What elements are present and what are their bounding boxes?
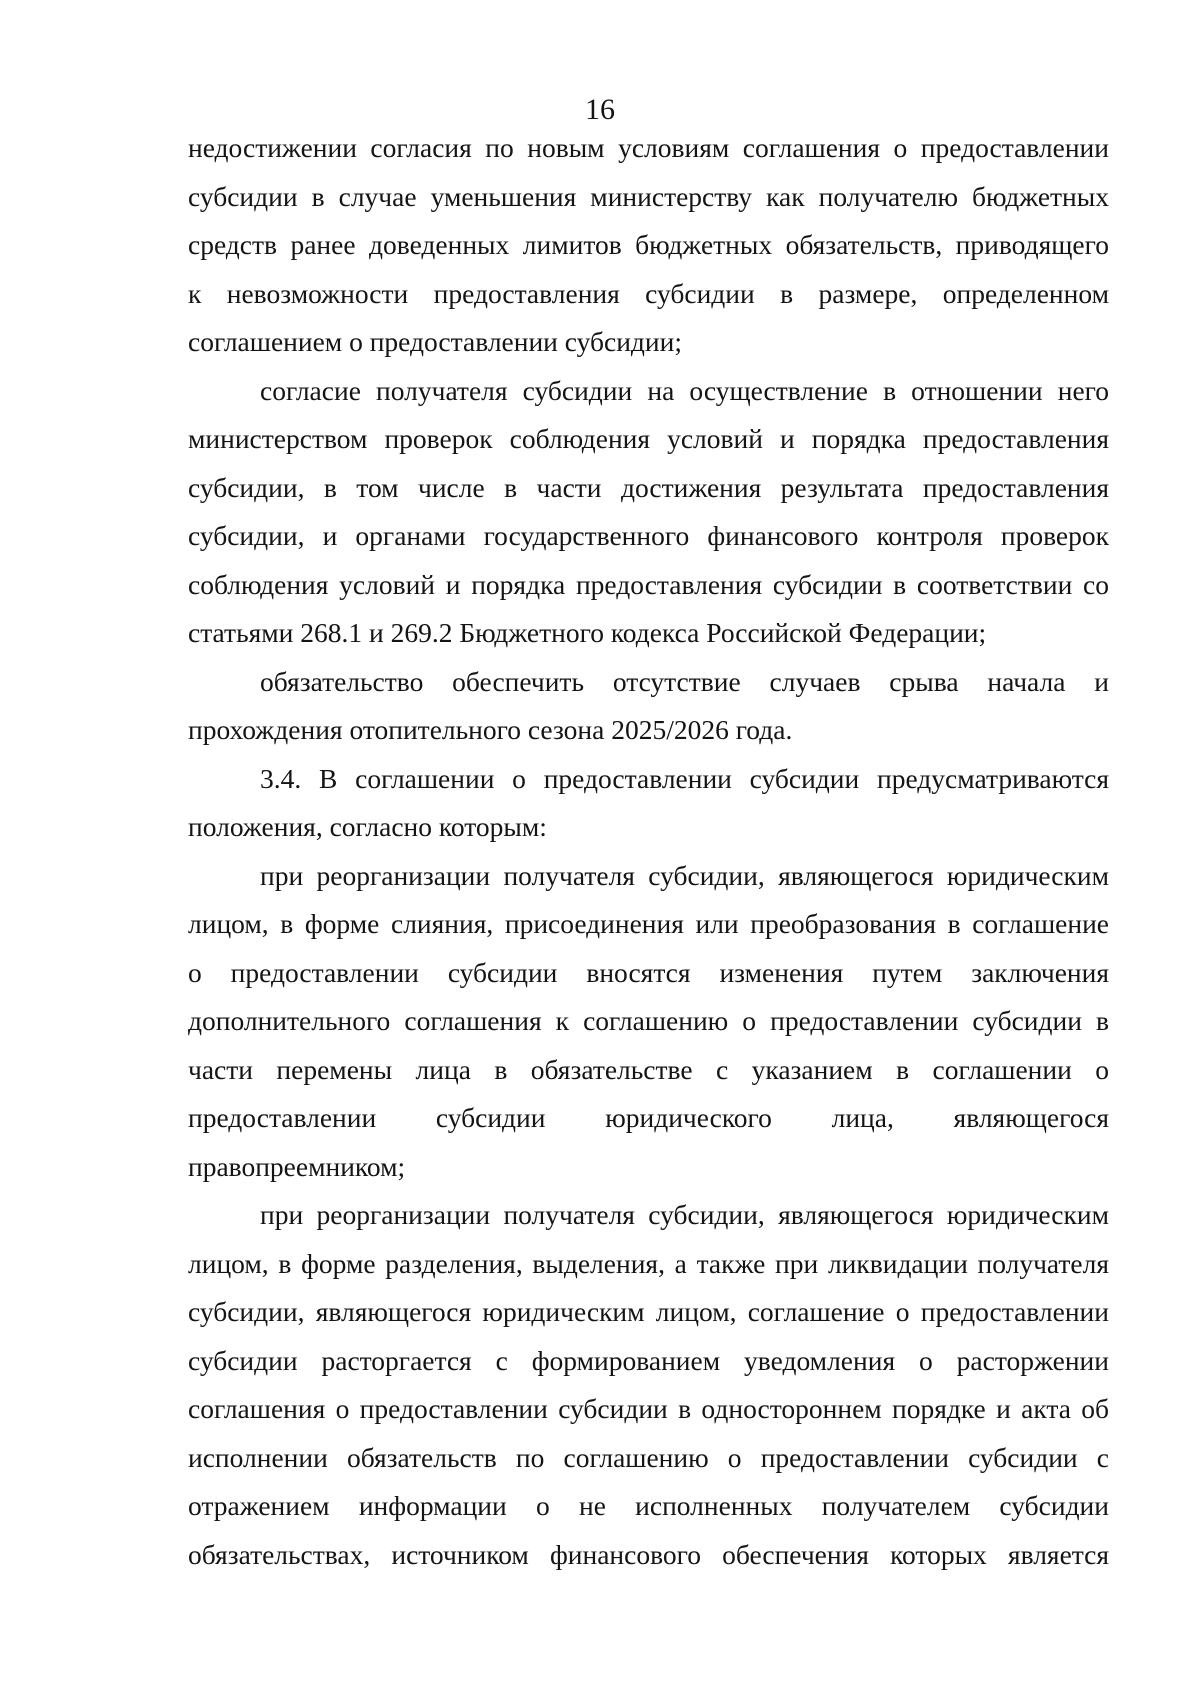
text-line: лицом, в форме разделения, выделения, а также при ликвидации получателя — [188, 1247, 1109, 1279]
text-line: дополнительного соглашения к соглашению о предоставлении субсидии в — [188, 1005, 1109, 1036]
text-line: субсидии в случае уменьшения министерству как получателю бюджетных — [188, 180, 1109, 212]
text-line: статьями 268.1 и 269.2 Бюджетного кодекса Российской Федерации; — [188, 617, 987, 648]
paragraph — [188, 124, 1109, 367]
paragraph — [188, 367, 1109, 658]
document-body — [188, 124, 1109, 1579]
paragraph — [188, 658, 1109, 755]
text-line: соглашения о предоставлении субсидии в одностороннем порядке и акта об — [188, 1393, 1109, 1424]
text-line: средств ранее доведенных лимитов бюджетных обязательств, приводящего — [188, 229, 1109, 260]
text-line: исполнении обязательств по соглашению о предоставлении субсидии с — [188, 1441, 1109, 1473]
text-line: субсидии расторгается с формированием уведомления о расторжении — [188, 1344, 1109, 1376]
text-line: лицом, в форме слияния, присоединения или преобразования в соглашение — [188, 908, 1109, 939]
page-number: 16 — [585, 93, 615, 126]
text-line: предоставлении субсидии юридического лица, являющегося — [188, 1102, 1109, 1133]
text-line: положения, согласно которым: — [188, 811, 547, 842]
text-line: недостижении согласия по новым условиям соглашения о предоставлении — [188, 132, 1109, 163]
text-line: обязательство обеспечить отсутствие случаев срыва начала и — [260, 665, 1109, 697]
text-line: части перемены лица в обязательстве с указанием в соглашении о — [188, 1053, 1109, 1085]
text-line: правопреемником; — [188, 1150, 406, 1182]
text-line: 3.4. В соглашении о предоставлении субсидии предусматриваются — [260, 762, 1109, 794]
text-line: отражением информации о не исполненных получателем субсидии — [188, 1490, 1109, 1521]
text-line: о предоставлении субсидии вносятся изменения путем заключения — [188, 956, 1109, 988]
text-line: соблюдения условий и порядка предоставления субсидии в соответствии со — [188, 568, 1109, 600]
text-line: субсидии, и органами государственного финансового контроля проверок — [188, 520, 1109, 551]
paragraph — [188, 755, 1109, 852]
text-line: субсидии, в том числе в части достижения результата предоставления — [188, 471, 1109, 503]
text-line: соглашением о предоставлении субсидии; — [188, 326, 682, 357]
text-line: министерством проверок соблюдения условий и порядка предоставления — [188, 423, 1109, 454]
text-line: при реорганизации получателя субсидии, являющегося юридическим — [260, 1199, 1109, 1230]
text-line: согласие получателя субсидии на осуществление в отношении него — [260, 374, 1109, 406]
paragraph — [188, 1191, 1109, 1579]
text-line: при реорганизации получателя субсидии, являющегося юридическим — [260, 859, 1109, 891]
text-line: прохождения отопительного сезона 2025/2026 года. — [188, 714, 793, 745]
text-line: обязательствах, источником финансового обеспечения которых является — [188, 1538, 1109, 1570]
text-line: к невозможности предоставления субсидии в размере, определенном — [188, 277, 1109, 309]
text-line: субсидии, являющегося юридическим лицом, соглашение о предоставлении — [188, 1296, 1109, 1327]
paragraph — [188, 852, 1109, 1192]
